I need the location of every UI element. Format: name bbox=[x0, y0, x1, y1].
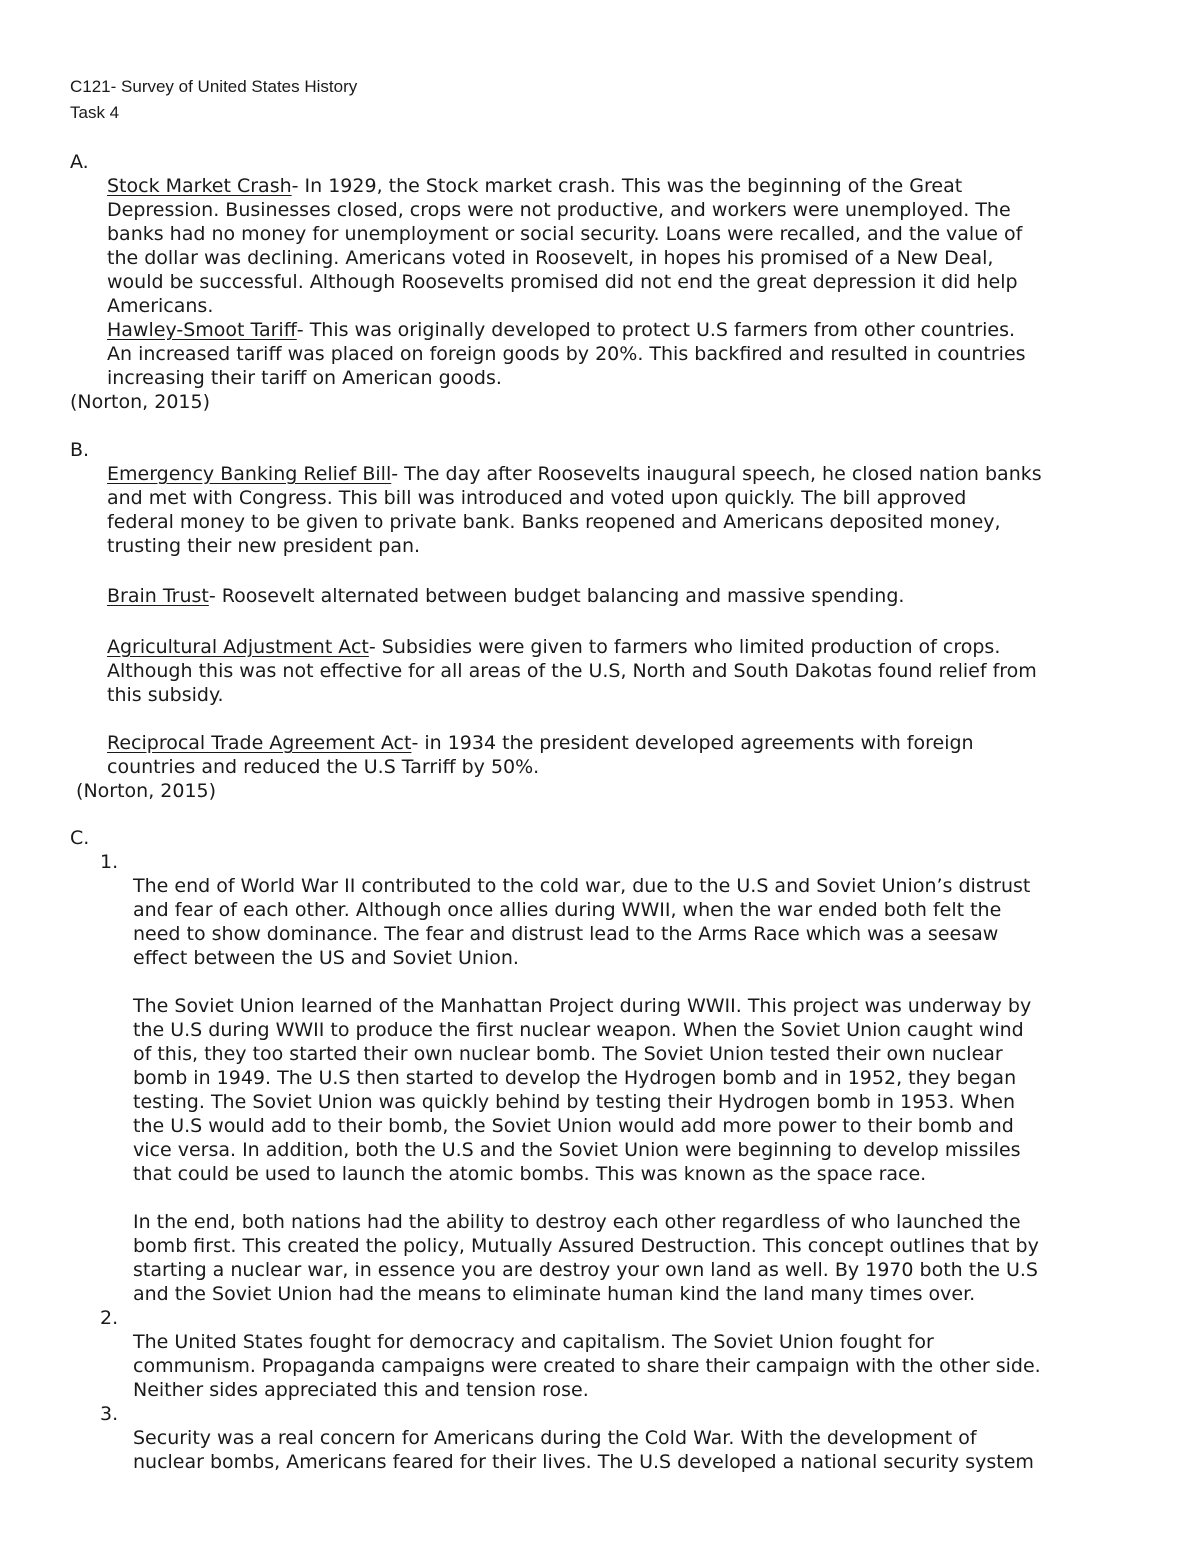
section-b-item-brain-trust: Brain Trust- Roosevelt alternated between budget balancing and massive spending. bbox=[107, 585, 905, 607]
term-brain-trust: Brain Trust bbox=[107, 585, 209, 607]
section-b-citation: (Norton, 2015) bbox=[70, 780, 217, 802]
section-c-item-2-paragraph-1: The United States fought for democracy and capitalism. The Soviet Union fought for communism. Propaganda campaigns were created to share their campaign with the other side. Neither sides appreciated this and tension rose. bbox=[133, 1331, 1041, 1401]
course-title: C121- Survey of United States History bbox=[70, 77, 358, 96]
section-c-item-1-paragraph-2: The Soviet Union learned of the Manhattan Project during WWII. This project was underway by the U.S during WWII to produce the first nuclear weapon. When the Soviet Union caught wind of this, they too started their own nuclear bomb. The Soviet Union tested their own nuclear bomb in 1949. The U.S then started to develop the Hydrogen bomb and in 1952, they began testing. The Soviet Union was quickly behind by testing their Hydrogen bomb in 1953. When the U.S would add to their bomb, the Soviet Union would add more power to their bomb and vice versa. In addition, both the U.S and the Soviet Union were beginning to develop missiles that could be used to launch the atomic bombs. This was known as the space race. bbox=[133, 995, 1032, 1185]
section-b-item-agricultural-adjustment-act: Agricultural Adjustment Act- Subsidies were given to farmers who limited production of crops. Although this was not effective for all areas of the U.S, North and South Dakotas found relief from this subsidy. bbox=[107, 636, 1037, 706]
term-emergency-banking-relief-bill: Emergency Banking Relief Bill bbox=[107, 463, 392, 485]
section-c-item-1-paragraph-3: In the end, both nations had the ability to destroy each other regardless of who launched the bomb first. This created the policy, Mutually Assured Destruction. This concept outlines that by starting a nuclear war, in essence you are destroy your own land as well. By 1970 both the U.S and the Soviet Union had the means to eliminate human kind the land many times over. bbox=[133, 1211, 1039, 1305]
section-c-number-2: 2. bbox=[100, 1307, 119, 1329]
section-b-item-emergency-banking-relief-bill: Emergency Banking Relief Bill- The day after Roosevelts inaugural speech, he closed nation banks and met with Congress. This bill was introduced and voted upon quickly. The bill approved federal money to be given to private bank. Banks reopened and Americans deposited money, trusting their new president pan. bbox=[107, 463, 1042, 557]
section-a-item-hawley-smoot-tariff: Hawley-Smoot Tariff- This was originally developed to protect U.S farmers from other countries. An increased tariff was placed on foreign goods by 20%. This backfired and resulted in countries increasing their tariff on American goods. bbox=[107, 319, 1026, 389]
document-header bbox=[70, 74, 357, 126]
section-c-item-3-paragraph-1: Security was a real concern for Americans during the Cold War. With the development of nuclear bombs, Americans feared for their lives. The U.S developed a national security system bbox=[133, 1427, 1034, 1473]
section-b-item-reciprocal-trade-agreement-act: Reciprocal Trade Agreement Act- in 1934 the president developed agreements with foreign countries and reduced the U.S Tarriff by 50%. bbox=[107, 732, 974, 778]
term-reciprocal-trade-agreement-act: Reciprocal Trade Agreement Act bbox=[107, 732, 412, 754]
section-a-label: A. bbox=[70, 151, 89, 173]
section-c-label: C. bbox=[70, 827, 90, 849]
section-b-label: B. bbox=[70, 439, 90, 461]
task-label: Task 4 bbox=[70, 103, 120, 122]
section-c-number-1: 1. bbox=[100, 851, 119, 873]
term-hawley-smoot-tariff: Hawley-Smoot Tariff bbox=[107, 319, 297, 341]
term-stock-market-crash: Stock Market Crash bbox=[107, 175, 292, 197]
section-c-item-1-paragraph-1: The end of World War II contributed to the cold war, due to the U.S and Soviet Union’s distrust and fear of each other. Although once allies during WWII, when the war ended both felt the need to show dominance. The fear and distrust lead to the Arms Race which was a seesaw effect between the US and Soviet Union. bbox=[133, 875, 1031, 969]
section-a-item-stock-market-crash: Stock Market Crash- In 1929, the Stock market crash. This was the beginning of the Great Depression. Businesses closed, crops were not productive, and workers were unemployed. The banks had no money for unemployment or social security. Loans were recalled, and the value of the dollar was declining. Americans voted in Roosevelt, in hopes his promised of a New Deal, would be successful. Although Roosevelts promised did not end the great depression it did help Americans. bbox=[107, 175, 1023, 317]
section-a-citation: (Norton, 2015) bbox=[70, 391, 211, 413]
term-agricultural-adjustment-act: Agricultural Adjustment Act bbox=[107, 636, 369, 658]
section-c-number-3: 3. bbox=[100, 1403, 119, 1425]
